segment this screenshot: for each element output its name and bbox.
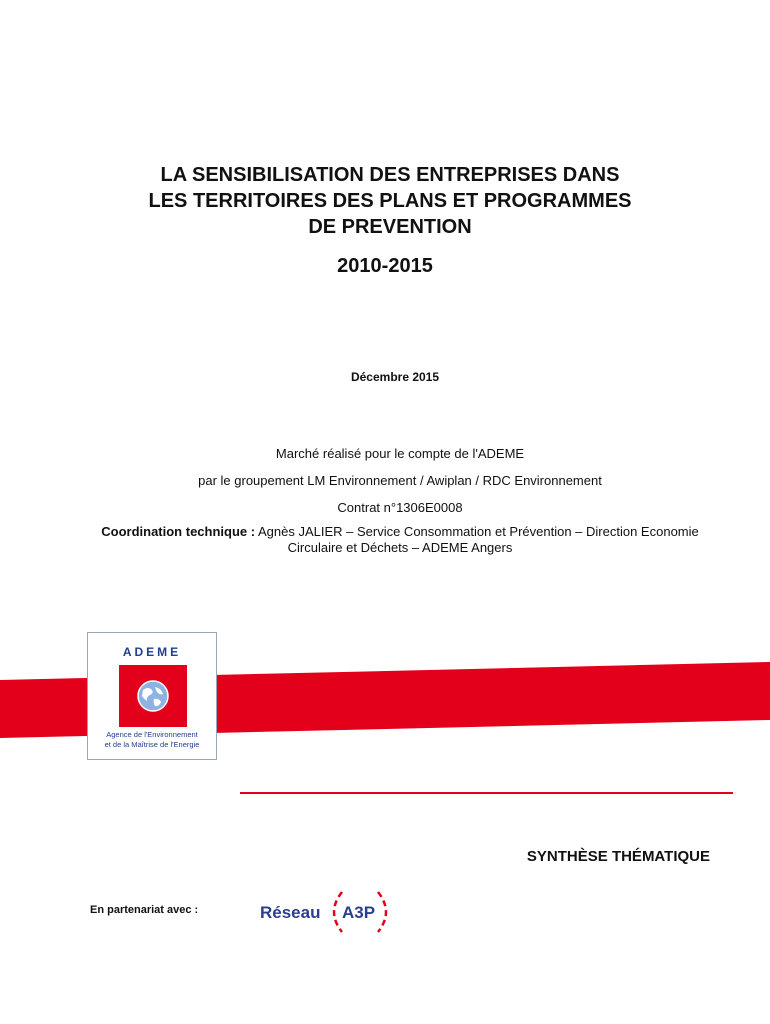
coordination-block [100,524,700,556]
ademe-logo-subtitle [88,730,216,750]
coordination-label: Coordination technique : [101,524,256,539]
coordination-text: Agnès JALIER – Service Consommation et Prévention – Direction Economie Circulaire et Déchets – ADEME Angers [255,524,699,555]
ademe-logo-word: ADEME [122,645,182,659]
publication-date: Décembre 2015 [350,370,440,384]
reseau-a3p-logo [256,884,396,940]
partner-label: En partenariat avec : [90,904,199,916]
title-line: DE PREVENTION [308,216,472,238]
document-title [60,162,720,240]
section-label: SYNTHÈSE THÉMATIQUE [526,848,710,865]
title-line: LA SENSIBILISATION DES ENTREPRISES DANS [160,164,620,186]
consortium-line: par le groupement LM Environnement / Awiplan / RDC Environnement [198,473,602,488]
commission-line: Marché réalisé pour le compte de l'ADEME [275,446,525,461]
a3p-mark: A3P [342,903,376,922]
section-divider [240,792,733,794]
contract-line: Contrat n°1306E0008 [337,500,463,515]
globe-icon [136,679,170,713]
ademe-logo-square [119,665,187,727]
reseau-word: Réseau [260,903,321,922]
ademe-logo-sub-line: et de la Maîtrise de l'Energie [104,740,200,749]
ademe-logo [87,632,217,760]
title-line: LES TERRITOIRES DES PLANS ET PROGRAMMES [148,190,632,212]
period-years: 2010-2015 [337,255,433,277]
ademe-logo-sub-line: Agence de l'Environnement [106,730,198,739]
